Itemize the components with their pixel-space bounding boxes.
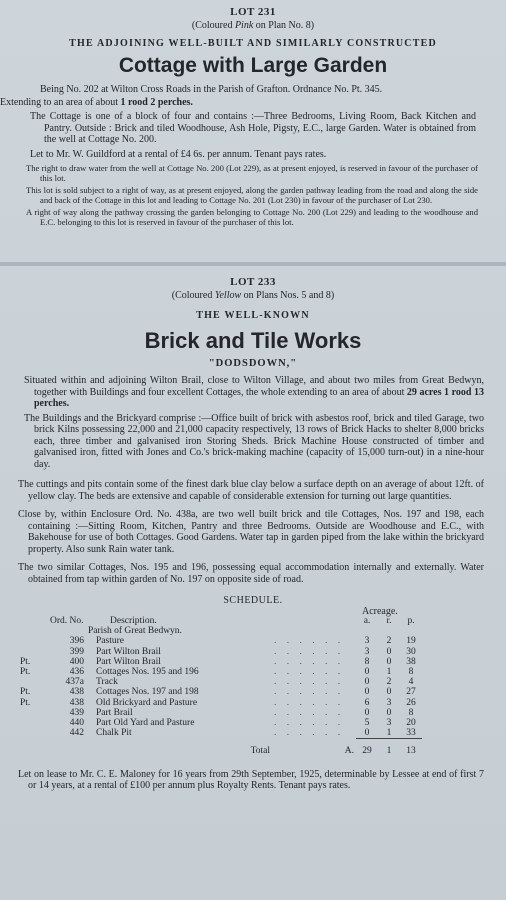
row-perches: 8 — [408, 667, 414, 678]
total-unit: A. — [344, 746, 354, 757]
row-pre — [18, 728, 48, 739]
location-text: Situated within and adjoining Wilton Brail, close to Wilton Village, and about two miles from Great Bedwyn, together with Buildings and four excellent Cottages, the whole extending to an area of about — [24, 375, 484, 398]
schedule-row — [18, 677, 422, 687]
lot-233-name: "DODSDOWN," — [208, 358, 298, 369]
row-roods: 3 — [386, 697, 392, 708]
row-ord-no: 399 — [69, 646, 84, 657]
row-acres: 3 — [364, 646, 370, 657]
total-perches: 13 — [400, 739, 422, 757]
schedule-rows — [18, 636, 422, 739]
area-text: Extending to an area of about — [0, 96, 121, 108]
area-value: 29 acres 1 rood 13 perches. — [34, 386, 484, 409]
lot-233-section — [0, 266, 506, 900]
row-acres: 0 — [364, 677, 370, 688]
row-perches: 19 — [406, 636, 416, 647]
row-ord-no: 438 — [69, 687, 84, 698]
lot-231-description: The Cottage is one of a block of four and contains :—Three Bedrooms, Living Room, Back Kitchen and Pantry. Outside : Brick and tiled Woodhouse, Ash Hole, Pigsty, E.C., large Garden. Water is obtained from the well at Cottage No. 200. — [30, 111, 476, 145]
row-pre — [18, 677, 48, 687]
row-dots: . . . . . . — [274, 697, 345, 708]
plan-note-pre: (Coloured — [191, 20, 235, 31]
row-pre — [18, 708, 48, 718]
row-dots: . . . . . . — [274, 728, 345, 739]
row-ord-no: 442 — [69, 728, 84, 739]
row-dots: . . . . . . — [274, 646, 345, 657]
row-pre — [18, 647, 48, 657]
schedule-parish-row — [18, 626, 422, 636]
plan-note-post: on Plan No. 8) — [253, 20, 315, 31]
lot-231-subtitle: THE ADJOINING WELL-BUILT AND SIMILARLY CONSTRUCTED — [69, 38, 437, 49]
lot-233-title: Brick and Tile Works — [144, 328, 362, 353]
row-description: Chalk Pit — [96, 728, 132, 739]
schedule-total-row — [18, 739, 422, 757]
row-acres: 0 — [364, 728, 370, 739]
row-dots: . . . . . . — [274, 687, 345, 698]
row-pre: Pt. — [20, 697, 31, 708]
lot-231-tenancy: Let to Mr. W. Guildford at a rental of £4 6s. per annum. Tenant pays rates. — [30, 148, 327, 160]
lot-231-location: Being No. 202 at Wilton Cross Roads in the Parish of Grafton. Ordnance No. Pt. 345. — [40, 84, 383, 95]
row-dots: . . . . . . — [274, 677, 345, 688]
row-acres: 5 — [364, 718, 370, 729]
row-dots: . . . . . . — [274, 636, 345, 647]
row-acres: 8 — [364, 656, 370, 667]
row-perches: 38 — [406, 656, 416, 667]
schedule-row — [18, 687, 422, 697]
row-perches: 4 — [408, 677, 414, 688]
row-ord-no: 439 — [69, 707, 84, 718]
plan-note-pre: (Coloured — [171, 290, 215, 301]
row-perches: 27 — [406, 687, 416, 698]
plan-color: Pink — [234, 20, 254, 31]
schedule-row — [18, 698, 422, 708]
row-description: Part Wilton Brail — [96, 646, 161, 657]
schedule-header-row — [18, 616, 422, 626]
row-roods: 0 — [386, 646, 392, 657]
area-value: 1 rood 2 perches. — [120, 96, 193, 108]
row-roods: 2 — [386, 677, 392, 688]
row-description: Track — [96, 677, 118, 688]
header-p: p. — [407, 616, 415, 626]
row-dots: . . . . . . — [274, 667, 345, 678]
total-acres: 29 — [356, 739, 378, 757]
row-ord-no: 396 — [69, 636, 84, 647]
plan-color: Yellow — [214, 290, 242, 301]
row-description: Old Brickyard and Pasture — [96, 697, 198, 708]
schedule-title: SCHEDULE. — [223, 595, 283, 606]
row-dots: . . . . . . — [274, 707, 345, 718]
row-pre — [18, 718, 48, 728]
row-ord-no: 438 — [69, 697, 84, 708]
row-acres: 6 — [364, 697, 370, 708]
lot-233-location — [0, 375, 506, 410]
schedule-row — [18, 647, 422, 657]
lot-231-title: Cottage with Large Garden — [118, 54, 388, 77]
row-ord-no: 436 — [69, 667, 84, 678]
row-dots: . . . . . . — [274, 656, 345, 667]
schedule-row — [18, 728, 422, 739]
row-roods: 0 — [386, 656, 392, 667]
row-description: Pasture — [96, 636, 124, 647]
row-dots: . . . . . . — [274, 718, 345, 729]
row-description: Part Old Yard and Pasture — [96, 718, 195, 729]
header-a: a. — [363, 616, 371, 626]
schedule-table — [18, 616, 422, 757]
row-acres: 3 — [364, 636, 370, 647]
lot-231-plan-note — [0, 20, 506, 31]
lot-233-clay: The cuttings and pits contain some of the finest dark blue clay below a surface depth on an average of about 12ft. of yellow clay. The beds are extensive and capable of considerable extension for turning out large quantities. — [18, 479, 484, 502]
total-roods: 1 — [378, 739, 400, 757]
schedule-row — [18, 718, 422, 728]
row-pre: Pt. — [20, 667, 31, 678]
row-acres: 0 — [364, 667, 370, 678]
row-acres: 0 — [364, 707, 370, 718]
row-acres: 0 — [364, 687, 370, 698]
lot-231-right-of-way: This lot is sold subject to a right of way, as at present enjoyed, along the garden pathway leading from the road and along the side and back of the Cottage in this lot and leading to Cottage No. 201 (Lot 230) in favour of the purchaser of Lot 230. — [26, 185, 478, 205]
header-r: r. — [386, 616, 392, 626]
acreage-header — [0, 606, 506, 616]
row-ord-no: 440 — [69, 718, 84, 729]
lot-233-lease: Let on lease to Mr. C. E. Maloney for 16 years from 29th September, 1925, determinable by Lessee at end of first 7 or 14 years, at a rental of £100 per annum plus Royalty Rents. Tenant pays rates. — [18, 768, 484, 792]
total-label: Total — [250, 746, 270, 757]
lot-231-section — [0, 0, 506, 262]
schedule-row — [18, 708, 422, 718]
row-perches: 8 — [408, 707, 414, 718]
row-description: Part Brail — [96, 707, 133, 718]
row-roods: 2 — [386, 636, 392, 647]
row-description: Cottages Nos. 197 and 198 — [96, 687, 199, 698]
lot-231-water-right: The right to draw water from the well at Cottage No. 200 (Lot 229), as at present enjoyed, is reserved in favour of the purchaser of this lot. — [26, 163, 478, 183]
row-perches: 30 — [406, 646, 416, 657]
row-ord-no: 400 — [69, 656, 84, 667]
lot-231-reserved-way: A right of way along the pathway crossing the garden belonging to Cottage No. 200 (Lot 229) and leading to the woodhouse and E.C. belonging to this lot is reserved in favour of the purchaser of this lot. — [26, 207, 478, 227]
lot-233-subtitle: THE WELL-KNOWN — [196, 310, 310, 321]
row-pre — [18, 636, 48, 646]
lot-231-area — [0, 97, 506, 109]
row-roods: 1 — [386, 728, 392, 739]
row-perches: 33 — [406, 728, 416, 739]
row-roods: 1 — [386, 667, 392, 678]
header-description: Description. — [110, 616, 157, 626]
row-roods: 0 — [386, 707, 392, 718]
row-description: Cottages Nos. 195 and 196 — [96, 667, 199, 678]
lot-233-buildings: The Buildings and the Brickyard comprise :—Office built of brick with asbestos roof, brick and tiled Garage, two brick Kilns possessing 22,000 and 21,000 capacity respectively, 13 rows of Brick Hacks to shelter 8,000 bricks each, three timber and galvanised iron Storing Sheds. Brick Machine House constructed of timber and galvanised iron, fitted with Jones and Co.'s brick-making machine (capacity of 15,000 turn-out) in a nine-hour day. — [24, 412, 484, 470]
row-pre: Pt. — [20, 656, 31, 667]
acreage-label: Acreage. — [362, 606, 398, 617]
header-ord-no: Ord. No. — [50, 616, 84, 626]
schedule-row — [18, 636, 422, 646]
schedule-row — [18, 667, 422, 677]
lot-233-plan-note — [0, 290, 506, 301]
row-description: Part Wilton Brail — [96, 656, 161, 667]
lot-233-cottages-197-198: Close by, within Enclosure Ord. No. 438a, are two well built brick and tile Cottages, Nos. 197 and 198, each containing :—Sitting Room, Kitchen, Pantry and three Bedrooms. Outside are Woodhouse and E.C., with Bakehouse for use of both Cottages. Good Gardens. Water tap in garden piped from the lake within the brickyard property. Also sunk Rain water tank. — [18, 509, 484, 555]
row-perches: 20 — [406, 718, 416, 729]
row-ord-no: 437a — [65, 677, 84, 688]
row-roods: 3 — [386, 718, 392, 729]
row-pre: Pt. — [20, 687, 31, 698]
lot-233-heading: LOT 233 — [230, 276, 276, 288]
plan-note-post: on Plans Nos. 5 and 8) — [241, 290, 335, 301]
lot-233-cottages-195-196: The two similar Cottages, Nos. 195 and 196, possessing equal accommodation internally and externally. Water obtained from tap within garden of No. 197 on opposite side of road. — [18, 562, 484, 585]
schedule-row — [18, 657, 422, 667]
parish-name: Parish of Great Bedwyn. — [88, 626, 182, 637]
row-roods: 0 — [386, 687, 392, 698]
lot-231-heading: LOT 231 — [230, 6, 276, 18]
row-perches: 26 — [406, 697, 416, 708]
